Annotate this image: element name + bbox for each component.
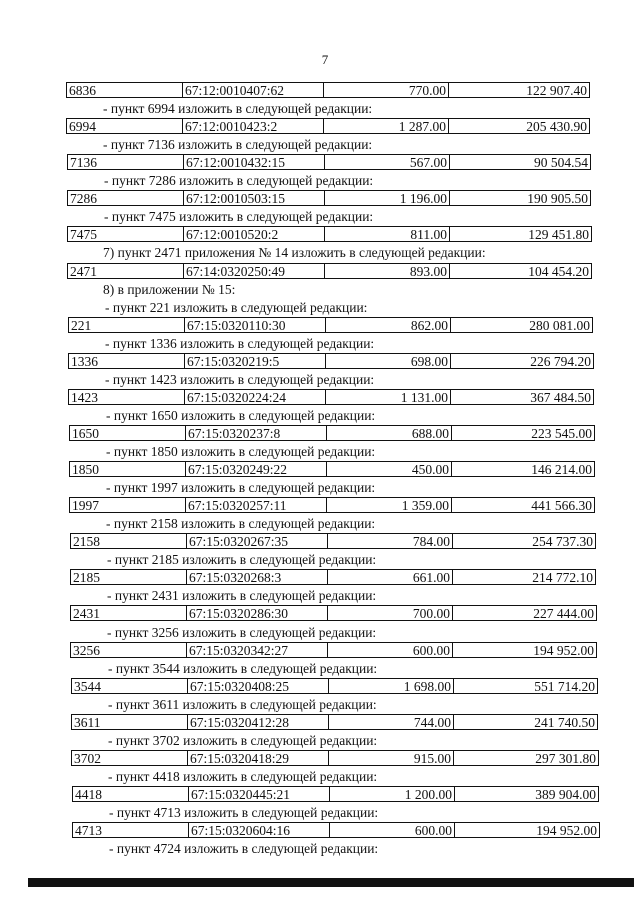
cell-area: 600.00 <box>328 643 453 657</box>
amendment-note: - пункт 4418 изложить в следующей редакции: <box>108 769 378 784</box>
cell-number: 6836 <box>67 83 183 97</box>
cell-cadastral: 67:14:0320250:49 <box>184 264 325 278</box>
cell-area: 700.00 <box>328 606 453 620</box>
cell-cadastral: 67:15:0320110:30 <box>185 318 326 332</box>
table-row <box>67 226 592 242</box>
table-row <box>71 678 598 694</box>
cell-price: 104 454.20 <box>528 264 589 278</box>
cell-cadastral: 67:15:0320257:11 <box>186 498 327 512</box>
cell-cadastral: 67:15:0320219:5 <box>185 354 326 368</box>
cell-area: 1 131.00 <box>326 390 451 404</box>
cell-area: 567.00 <box>325 155 450 169</box>
table-row <box>72 786 599 802</box>
amendment-note: 7) пункт 2471 приложения № 14 изложить в следующей редакции: <box>103 245 486 260</box>
cell-area: 698.00 <box>326 354 451 368</box>
table-row <box>71 750 599 766</box>
amendment-note: - пункт 1650 изложить в следующей редакции: <box>106 408 376 423</box>
cell-number: 6994 <box>67 119 183 133</box>
table-row <box>72 822 600 838</box>
cell-area: 770.00 <box>324 83 449 97</box>
table-row <box>70 569 596 585</box>
cell-number: 7475 <box>68 227 184 241</box>
cell-area: 784.00 <box>328 534 453 548</box>
cell-area: 744.00 <box>329 715 454 729</box>
cell-price: 223 545.00 <box>531 426 592 440</box>
cell-price: 254 737.30 <box>532 534 593 548</box>
cell-area: 450.00 <box>327 462 452 476</box>
cell-price: 146 214.00 <box>531 462 592 476</box>
amendment-note: 8) в приложении № 15: <box>103 282 236 297</box>
table-row <box>71 714 598 730</box>
cell-number: 7286 <box>68 191 184 205</box>
table-row <box>67 263 592 279</box>
table-row <box>70 533 596 549</box>
cell-area: 600.00 <box>330 823 455 837</box>
amendment-note: - пункт 2185 изложить в следующей редакции: <box>107 552 377 567</box>
cell-price: 129 451.80 <box>528 227 589 241</box>
cell-price: 122 907.40 <box>526 83 587 97</box>
cell-number: 2158 <box>71 534 187 548</box>
table-row <box>70 642 597 658</box>
cell-area: 893.00 <box>325 264 450 278</box>
cell-price: 190 905.50 <box>527 191 588 205</box>
table-row <box>68 317 593 333</box>
table-row <box>67 190 591 206</box>
amendment-note: - пункт 2431 изложить в следующей редакции: <box>107 588 377 603</box>
table-row <box>68 353 594 369</box>
cell-cadastral: 67:15:0320267:35 <box>187 534 328 548</box>
cell-cadastral: 67:15:0320412:28 <box>188 715 329 729</box>
table-row <box>66 82 590 98</box>
table-row <box>69 461 595 477</box>
table-row <box>69 497 595 513</box>
cell-number: 2185 <box>71 570 187 584</box>
cell-area: 1 196.00 <box>325 191 450 205</box>
cell-number: 1850 <box>70 462 186 476</box>
cell-price: 214 772.10 <box>532 570 593 584</box>
amendment-note: - пункт 1850 изложить в следующей редакции: <box>106 444 376 459</box>
cell-price: 367 484.50 <box>530 390 591 404</box>
cell-cadastral: 67:12:0010423:2 <box>183 119 324 133</box>
cell-area: 862.00 <box>326 318 451 332</box>
cell-price: 297 301.80 <box>535 751 596 765</box>
cell-cadastral: 67:12:0010432:15 <box>184 155 325 169</box>
cell-number: 3611 <box>72 715 188 729</box>
cell-number: 3702 <box>72 751 188 765</box>
cell-cadastral: 67:15:0320237:8 <box>186 426 327 440</box>
amendment-note: - пункт 7475 изложить в следующей редакции: <box>104 209 374 224</box>
cell-cadastral: 67:15:0320268:3 <box>187 570 328 584</box>
cell-number: 2431 <box>71 606 187 620</box>
page-number: 7 <box>321 52 329 67</box>
cell-area: 811.00 <box>325 227 450 241</box>
cell-price: 226 794.20 <box>530 354 591 368</box>
cell-number: 3256 <box>71 643 187 657</box>
amendment-note: - пункт 3544 изложить в следующей редакции: <box>108 661 378 676</box>
cell-area: 1 698.00 <box>329 679 454 693</box>
cell-price: 241 740.50 <box>534 715 595 729</box>
amendment-note: - пункт 1336 изложить в следующей редакции: <box>105 336 375 351</box>
cell-cadastral: 67:12:0010407:62 <box>183 83 324 97</box>
cell-number: 3544 <box>72 679 188 693</box>
cell-cadastral: 67:15:0320249:22 <box>186 462 327 476</box>
cell-area: 661.00 <box>328 570 453 584</box>
bottom-rule <box>28 878 634 887</box>
cell-price: 194 952.00 <box>533 643 594 657</box>
cell-area: 915.00 <box>329 751 454 765</box>
cell-price: 227 444.00 <box>533 606 594 620</box>
cell-cadastral: 67:15:0320224:24 <box>185 390 326 404</box>
cell-number: 4713 <box>73 823 189 837</box>
table-row <box>70 605 597 621</box>
cell-price: 280 081.00 <box>529 318 590 332</box>
cell-price: 194 952.00 <box>536 823 597 837</box>
amendment-note: - пункт 4724 изложить в следующей редакции: <box>109 841 379 856</box>
amendment-note: - пункт 2158 изложить в следующей редакции: <box>106 516 376 531</box>
cell-number: 1650 <box>70 426 186 440</box>
amendment-note: - пункт 4713 изложить в следующей редакции: <box>109 805 379 820</box>
cell-cadastral: 67:15:0320418:29 <box>188 751 329 765</box>
amendment-note: - пункт 1997 изложить в следующей редакции: <box>106 480 376 495</box>
cell-cadastral: 67:12:0010520:2 <box>184 227 325 241</box>
cell-price: 389 904.00 <box>535 787 596 801</box>
cell-number: 221 <box>69 318 185 332</box>
cell-area: 1 359.00 <box>327 498 452 512</box>
table-row <box>67 154 591 170</box>
cell-cadastral: 67:15:0320445:21 <box>189 787 330 801</box>
cell-price: 90 504.54 <box>534 155 588 169</box>
amendment-note: - пункт 3611 изложить в следующей редакции: <box>108 697 377 712</box>
cell-cadastral: 67:15:0320408:25 <box>188 679 329 693</box>
cell-cadastral: 67:12:0010503:15 <box>184 191 325 205</box>
amendment-note: - пункт 221 изложить в следующей редакции: <box>105 300 368 315</box>
table-row <box>66 118 590 134</box>
cell-number: 1423 <box>69 390 185 404</box>
amendment-note: - пункт 3702 изложить в следующей редакции: <box>108 733 378 748</box>
cell-cadastral: 67:15:0320342:27 <box>187 643 328 657</box>
amendment-note: - пункт 6994 изложить в следующей редакции: <box>103 101 373 116</box>
cell-area: 1 200.00 <box>330 787 455 801</box>
table-row <box>69 425 595 441</box>
cell-price: 205 430.90 <box>526 119 587 133</box>
cell-number: 7136 <box>68 155 184 169</box>
amendment-note: - пункт 7136 изложить в следующей редакции: <box>103 137 373 152</box>
cell-price: 551 714.20 <box>534 679 595 693</box>
cell-cadastral: 67:15:0320604:16 <box>189 823 330 837</box>
cell-number: 2471 <box>68 264 184 278</box>
cell-price: 441 566.30 <box>531 498 592 512</box>
table-row <box>68 389 594 405</box>
cell-area: 1 287.00 <box>324 119 449 133</box>
amendment-note: - пункт 3256 изложить в следующей редакции: <box>107 625 377 640</box>
cell-number: 1997 <box>70 498 186 512</box>
cell-area: 688.00 <box>327 426 452 440</box>
cell-number: 1336 <box>69 354 185 368</box>
amendment-note: - пункт 1423 изложить в следующей редакции: <box>105 372 375 387</box>
amendment-note: - пункт 7286 изложить в следующей редакции: <box>104 173 374 188</box>
cell-cadastral: 67:15:0320286:30 <box>187 606 328 620</box>
cell-number: 4418 <box>73 787 189 801</box>
